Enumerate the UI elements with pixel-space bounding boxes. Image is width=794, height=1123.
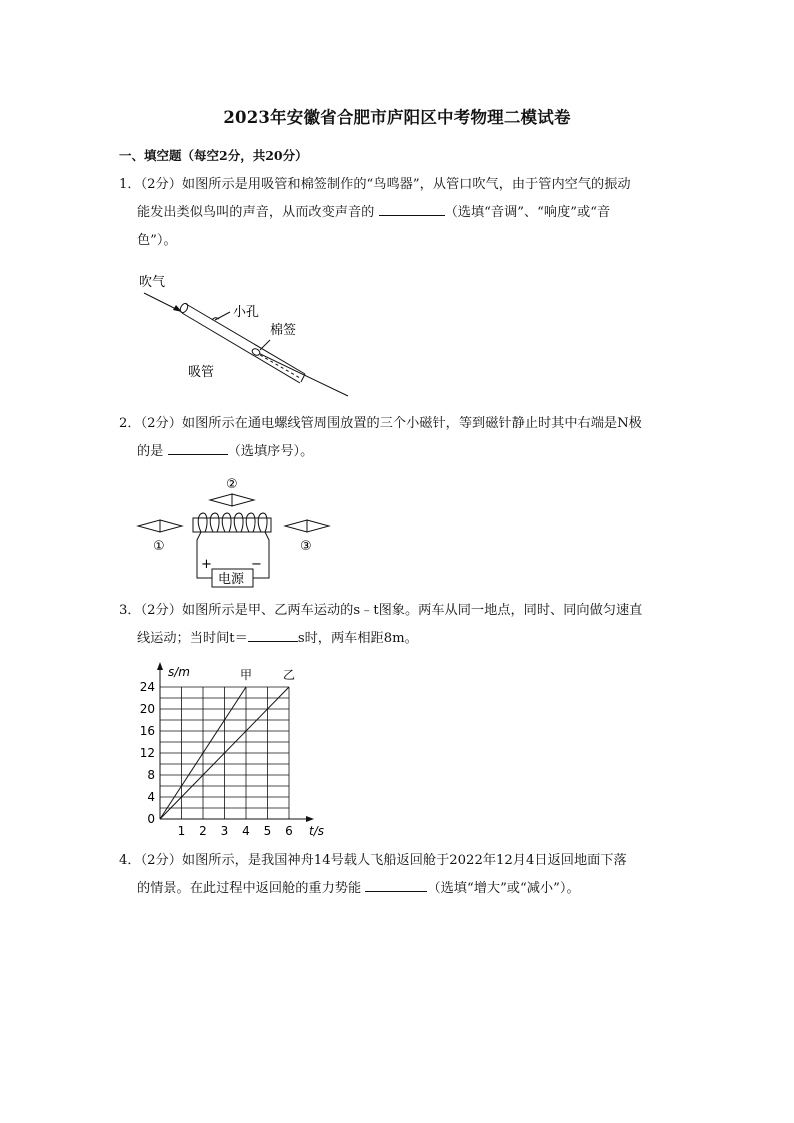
needle-1-right — [160, 520, 182, 532]
x-tick-label: 5 — [263, 824, 272, 838]
s-t-graph — [130, 660, 340, 845]
x-tick-label: 3 — [220, 824, 229, 838]
series-label: 乙 — [282, 668, 296, 682]
y-tick-label: 0 — [147, 812, 155, 826]
section-heading: 一、填空题（每空2分，共20分） — [119, 148, 308, 163]
needle-2-label: ② — [226, 477, 238, 492]
q1-answer-blank[interactable] — [379, 201, 445, 216]
needle-2-right — [232, 494, 254, 506]
straw-mouth — [179, 302, 190, 314]
power-supply-label: 电源 — [218, 572, 245, 587]
x-tick-label: 2 — [199, 824, 207, 838]
swab-label: 棉签 — [270, 323, 297, 338]
x-tick-label: 6 — [285, 824, 293, 838]
needle-2-left — [210, 494, 232, 506]
blow-arrow — [144, 293, 178, 310]
y-tick-label: 20 — [139, 702, 155, 716]
series-label: 甲 — [239, 668, 253, 682]
plus-terminal: + — [201, 557, 212, 572]
q2-line-2: 的是 （选填序号）。 — [119, 438, 675, 466]
solenoid-core — [193, 518, 271, 532]
question-3 — [119, 597, 675, 653]
hole-label: 小孔 — [233, 305, 260, 320]
swab-stick — [252, 350, 348, 396]
question-2 — [119, 410, 675, 466]
bird-whistle-figure — [130, 268, 350, 398]
page-title: 2023年安徽省合肥市庐阳区中考物理二模试卷 — [223, 108, 571, 127]
needle-3-left — [285, 520, 307, 532]
y-tick-label: 16 — [139, 724, 155, 738]
question-4 — [119, 847, 675, 903]
y-axis-arrow-icon — [157, 662, 163, 670]
y-tick-label: 4 — [147, 790, 155, 804]
q3-line-2: 线运动；当时间t＝ s时，两车相距8m。 — [119, 625, 675, 653]
q2-line-1: 2．（2分）如图所示在通电螺线管周围放置的三个小磁针，等到磁针静止时其中右端是N极 — [119, 416, 642, 431]
needle-3-label: ③ — [300, 539, 312, 554]
solenoid-coil — [198, 513, 267, 532]
q1-line-1: 1．（2分）如图所示是用吸管和棉签制作的“鸟鸣器”，从管口吹气，由于管内空气的振动 — [119, 177, 631, 192]
q4-line-1: 4．（2分）如图所示，是我国神舟14号载人飞船返回舱于2022年12月4日返回地面下落 — [119, 853, 627, 868]
q4-answer-blank[interactable] — [365, 877, 427, 892]
q4-line-2: 的情景。在此过程中返回舱的重力势能 （选填“增大”或“减小”）。 — [119, 875, 675, 903]
blow-label: 吹气 — [139, 275, 166, 290]
y-tick-label: 12 — [139, 746, 155, 760]
y-tick-label: 24 — [139, 680, 155, 694]
straw-label: 吸管 — [188, 365, 215, 380]
needle-1-left — [138, 520, 160, 532]
x-axis-arrow-icon — [306, 816, 314, 822]
hole-leader — [215, 312, 230, 320]
y-tick-label: 8 — [147, 768, 155, 782]
solenoid-figure — [135, 470, 340, 590]
swab-inside — [260, 355, 300, 378]
needle-3-right — [307, 520, 329, 532]
q3-answer-blank[interactable] — [248, 627, 298, 642]
x-tick-label: 1 — [177, 824, 186, 838]
q1-line-2: 能发出类似鸟叫的声音，从而改变声音的 （选填“音调”、“响度”或“音 — [119, 199, 675, 227]
y-axis-label: s/m — [168, 665, 190, 679]
q3-line-1: 3．（2分）如图所示是甲、乙两车运动的s﹣t图象。两车从同一地点，同时、同向做匀速直 — [119, 603, 643, 618]
x-axis-label: t/s — [309, 824, 324, 838]
needle-1-label: ① — [153, 539, 165, 554]
question-1 — [119, 171, 675, 255]
minus-terminal: − — [251, 557, 262, 572]
swab-leader — [260, 340, 270, 350]
q1-line-3: 色”）。 — [137, 233, 177, 248]
q2-answer-blank[interactable] — [168, 440, 228, 455]
x-tick-label: 4 — [242, 824, 250, 838]
